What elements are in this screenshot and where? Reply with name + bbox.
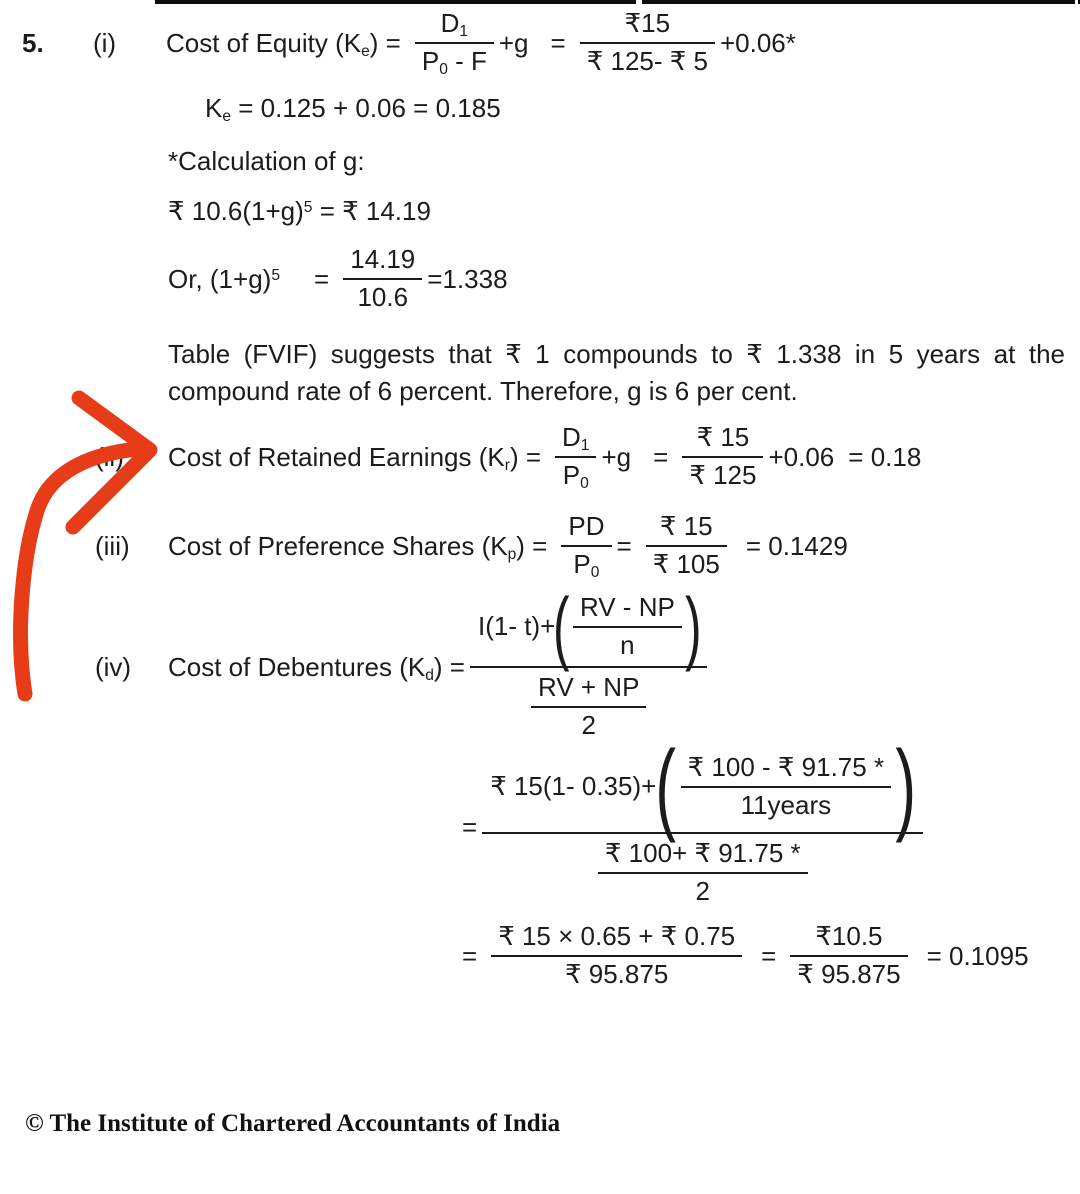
copyright-footer: © The Institute of Chartered Accountants of India: [25, 1110, 561, 1137]
cost-of-debentures-label: Cost of Debentures (Kd) =: [168, 651, 465, 684]
plus-006-term: +0.06: [768, 441, 835, 472]
ke-result-row: [205, 93, 501, 123]
cost-of-preference-shares-row: [95, 512, 848, 580]
debenture-step2-fraction: [482, 729, 923, 910]
fraction-15-over-105: $\frac{₹ 15}{₹ 105}$: [646, 511, 727, 581]
fraction-15x065-plus-075-over-95875: $\frac{₹ 15 \times 0.65 + ₹ 0.75}{₹ 95.875}$: [491, 921, 742, 991]
i-one-minus-t-term: I(1- t)+: [478, 611, 556, 642]
calc-g-equation1: ₹ $10.6(1+g)^5$ = ₹ 14.19: [168, 195, 431, 226]
fraction-1419-over-106: $\frac{14.19}{10.6}$: [343, 244, 422, 314]
part-numeral-i: (i): [93, 27, 117, 58]
fraction-15-over-125: $\frac{₹ 15}{₹ 125}$: [682, 422, 763, 492]
retained-earnings-result: = 0.18: [848, 441, 922, 472]
fraction-105-over-95875: $\frac{₹10.5}{₹ 95.875}$: [790, 921, 907, 991]
equals-sign: =: [550, 27, 566, 58]
calc-g-heading: *Calculation of g:: [168, 145, 365, 176]
part-numeral-ii: (ii): [95, 441, 124, 472]
fraction-100-minus-9175-over-11years: $\frac{₹ 100 - ₹ 91.75 *}{\text{11years}}$: [681, 752, 891, 822]
fraction-rv-plus-np-over-2: $\frac{RV + NP}{2}$: [531, 672, 646, 742]
equals-sign: =: [314, 263, 330, 294]
calc-g-equation2-row: [168, 246, 508, 312]
fvif-note-text: Table (FVIF) suggests that ₹ 1 compounds to ₹ 1.338 in 5 years at the compound rate of 6 percent. Therefore, g is 6 per cent.: [168, 339, 1065, 406]
equals-sign: =: [462, 811, 478, 842]
plus-g-term: +g: [498, 27, 529, 58]
debentures-step2-row: [462, 729, 928, 906]
equals-sign: =: [462, 940, 478, 971]
fifteen-term: ₹ 15(1- 0.35)+: [490, 771, 657, 802]
debenture-formula-fraction: [470, 581, 707, 744]
cost-of-debentures-row: [95, 581, 712, 740]
close-paren: ): [684, 581, 702, 673]
fraction-rv-np-over-n: $\frac{RV - NP}{n}$: [573, 592, 682, 662]
cost-of-retained-earnings-row: [95, 423, 921, 491]
open-paren: (: [553, 581, 570, 673]
cost-of-equity-label: Cost of Equity (Ke) =: [166, 27, 401, 60]
fraction-100-plus-9175-over-2: $\frac{₹ 100+ ₹ 91.75 *}{2}$: [598, 838, 808, 908]
fraction-pd-over-p0: $\frac{PD}{P0}$: [561, 511, 611, 581]
calc-g-equation2-lhs: Or, $(1+g)^5$: [168, 263, 281, 294]
fraction-d1-over-p0-f: $\frac{D1}{P0 - F}$: [415, 8, 494, 78]
preference-shares-result: = 0.1429: [745, 530, 848, 561]
open-paren: (: [655, 729, 677, 845]
fraction-d1-over-p0: $\frac{D1}{P0}$: [555, 422, 596, 492]
part-numeral-iv: (iv): [95, 651, 132, 682]
fraction-15-over-125-5: $\frac{₹15}{₹ 125- ₹ 5}$: [580, 8, 715, 78]
cost-of-retained-earnings-label: Cost of Retained Earnings (Kr) =: [168, 441, 542, 474]
cost-of-preference-shares-label: Cost of Preference Shares (Kp) =: [168, 530, 548, 563]
calc-g-heading-row: [168, 146, 365, 176]
ke-result: Ke = 0.125 + 0.06 = 0.185: [205, 92, 501, 125]
debentures-step3-row: [462, 918, 1029, 994]
plus-006-term: +0.06*: [719, 27, 796, 58]
close-paren: ): [895, 729, 917, 845]
calc-g-result: =1.338: [427, 263, 508, 294]
question-number: 5.: [22, 27, 44, 58]
plus-g-term: +g: [601, 441, 632, 472]
equals-sign: =: [653, 441, 669, 472]
equals-sign: =: [761, 940, 777, 971]
part-numeral-iii: (iii): [95, 530, 130, 561]
calc-g-equation1-row: [168, 195, 431, 227]
fvif-note-row: [168, 336, 1065, 410]
debentures-result: = 0.1095: [926, 940, 1029, 971]
cost-of-equity-formula-row: [22, 2, 796, 84]
equals-sign: =: [616, 530, 632, 561]
